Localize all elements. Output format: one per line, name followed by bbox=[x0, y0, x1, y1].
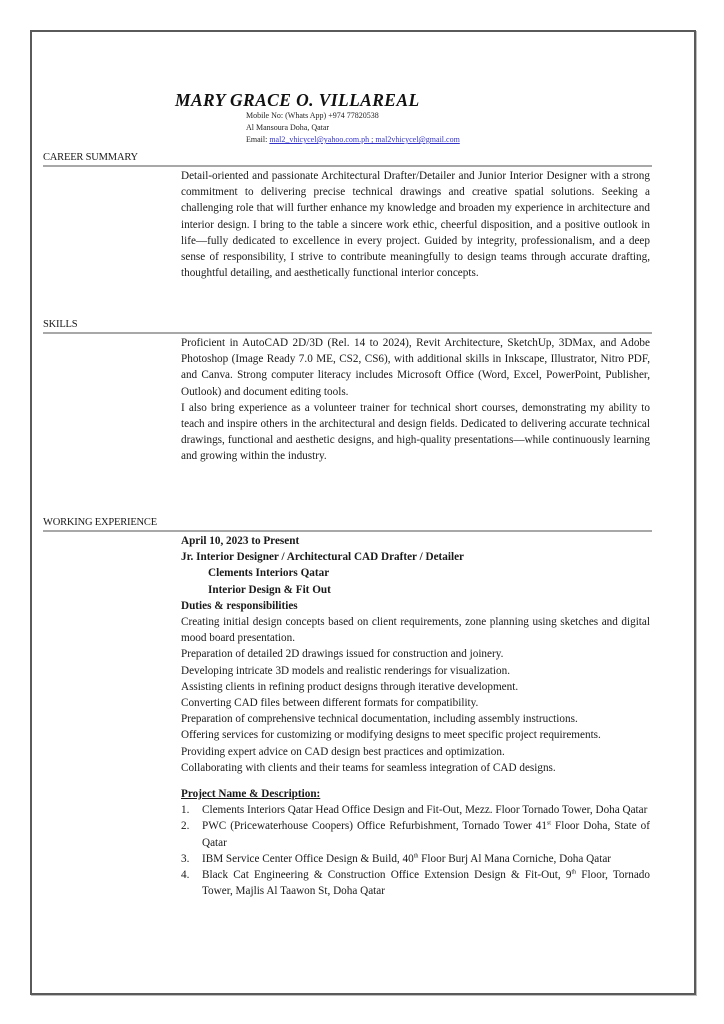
project-text-cont: Floor Doha, State of Qatar bbox=[202, 820, 650, 849]
duty-item: Collaborating with clients and their teams for seamless integration of CAD designs. bbox=[181, 761, 556, 774]
email-link[interactable]: mal2_vhicycel@yahoo.com.ph ; mal2vhicycel@gmail.com bbox=[269, 135, 460, 144]
project-number: 4. bbox=[181, 869, 190, 882]
job-position: Jr. Interior Designer / Architectural CAD Drafter / Detailer bbox=[181, 551, 465, 564]
project-text: Black Cat Engineering & Construction Office Extension Design & Fit-Out, 9 bbox=[202, 869, 572, 882]
project-ordinal: th bbox=[571, 869, 577, 876]
project-text-cont: Floor, Tornado Tower, Majlis Al Taawon St, Doha Qatar bbox=[202, 869, 650, 898]
project-item bbox=[181, 851, 650, 867]
project-text: Clements Interiors Qatar Head Office Design and Fit-Out, Mezz. Floor Tornado Tower, Doha Qatar bbox=[202, 804, 648, 817]
project-number: 2. bbox=[181, 820, 190, 833]
duty-item: Offering services for customizing or modifying designs to meet specific project requirements. bbox=[181, 729, 601, 742]
candidate-name: MARY GRACE O. VILLAREAL bbox=[175, 90, 420, 110]
project-item bbox=[181, 802, 650, 818]
project-item bbox=[181, 867, 650, 899]
project-number: 3. bbox=[181, 852, 190, 865]
projects-list bbox=[181, 802, 650, 899]
skills-paragraph-2: I also bring experience as a volunteer trainer for technical short courses, demonstrating my ability to teach and inspire others in the architectural and design fields. Dedicated to delivering accurate technical drawings, functional and aesthetic designs, and high-quality presentations—while continuously learning and growing within the industry. bbox=[181, 401, 650, 463]
duties-list bbox=[181, 614, 650, 776]
project-ordinal: th bbox=[413, 853, 419, 860]
project-text-cont: Floor Burj Al Mana Corniche, Doha Qatar bbox=[418, 852, 612, 865]
section-heading-skills: SKILLS bbox=[43, 318, 652, 334]
duty-item: Preparation of detailed 2D drawings issued for construction and joinery. bbox=[181, 648, 504, 661]
project-item bbox=[181, 818, 650, 850]
duties-heading: Duties & responsibilities bbox=[181, 599, 298, 612]
project-number: 1. bbox=[181, 804, 190, 817]
mobile-number: Mobile No: (Whats App) +974 77820538 bbox=[246, 111, 379, 120]
job-date: April 10, 2023 to Present bbox=[181, 535, 300, 547]
project-text: PWC (Pricewaterhouse Coopers) Office Refurbishment, Tornado Tower 41 bbox=[202, 820, 547, 833]
projects-heading: Project Name & Description: bbox=[181, 788, 321, 801]
career-summary-paragraph: Detail-oriented and passionate Architectural Drafter/Detailer and Junior Interior Designer with a strong commitment to delivering precise technical drawings and creative spatial solutions. Seeking a challenging role that will further enhance my knowledge and broaden my experience in architecture and interior design. I bring to the table a sincere work ethic, cheerful disposition, and a positive outlook in life—fully dedicated to excellence in every project. Guided by integrity, professionalism, and a deep sense of responsibility, I strive to contribute meaningfully to design teams through accurate drafting, thoughtful detailing, and aesthetically functional interior concepts. bbox=[181, 170, 650, 280]
skills-paragraph-1: Proficient in AutoCAD 2D/3D (Rel. 14 to 2024), Revit Architecture, SketchUp, 3DMax, and Adobe Photoshop (Image Ready 7.0 ME, CS2, CS6), with additional skills in Inkscape, Illustrator, Nitro PDF, and Canva. Strong computer literacy includes Microsoft Office (Word, Excel, PowerPoint, Publisher, Outlook) and document editing tools. bbox=[181, 337, 650, 398]
project-text: IBM Service Center Office Design & Build, 40 bbox=[202, 852, 414, 865]
duty-item: Converting CAD files between different formats for compatibility. bbox=[181, 697, 479, 710]
email-line bbox=[246, 134, 460, 146]
section-heading-working-experience: WORKING EXPERIENCE bbox=[43, 516, 652, 532]
contact-block bbox=[246, 110, 460, 146]
duty-item: Creating initial design concepts based on client requirements, zone planning using sketches and digital mood board presentation. bbox=[181, 616, 650, 645]
spacer bbox=[181, 776, 650, 786]
duty-item: Developing intricate 3D models and realistic renderings for visualization. bbox=[181, 664, 510, 677]
job-department: Interior Design & Fit Out bbox=[208, 583, 331, 596]
section-heading-career-summary: CAREER SUMMARY bbox=[43, 151, 652, 167]
working-experience-block bbox=[181, 533, 650, 899]
email-label: Email: bbox=[246, 135, 270, 144]
duty-item: Providing expert advice on CAD design best practices and optimization. bbox=[181, 745, 505, 758]
career-summary-text bbox=[181, 168, 650, 281]
duty-item: Assisting clients in refining product designs through iterative development. bbox=[181, 680, 519, 693]
duty-item: Preparation of comprehensive technical documentation, including assembly instructions. bbox=[181, 713, 578, 726]
project-ordinal: st bbox=[546, 820, 551, 827]
job-company: Clements Interiors Qatar bbox=[208, 567, 330, 580]
address: Al Mansoura Doha, Qatar bbox=[246, 123, 330, 132]
skills-text bbox=[181, 335, 650, 465]
